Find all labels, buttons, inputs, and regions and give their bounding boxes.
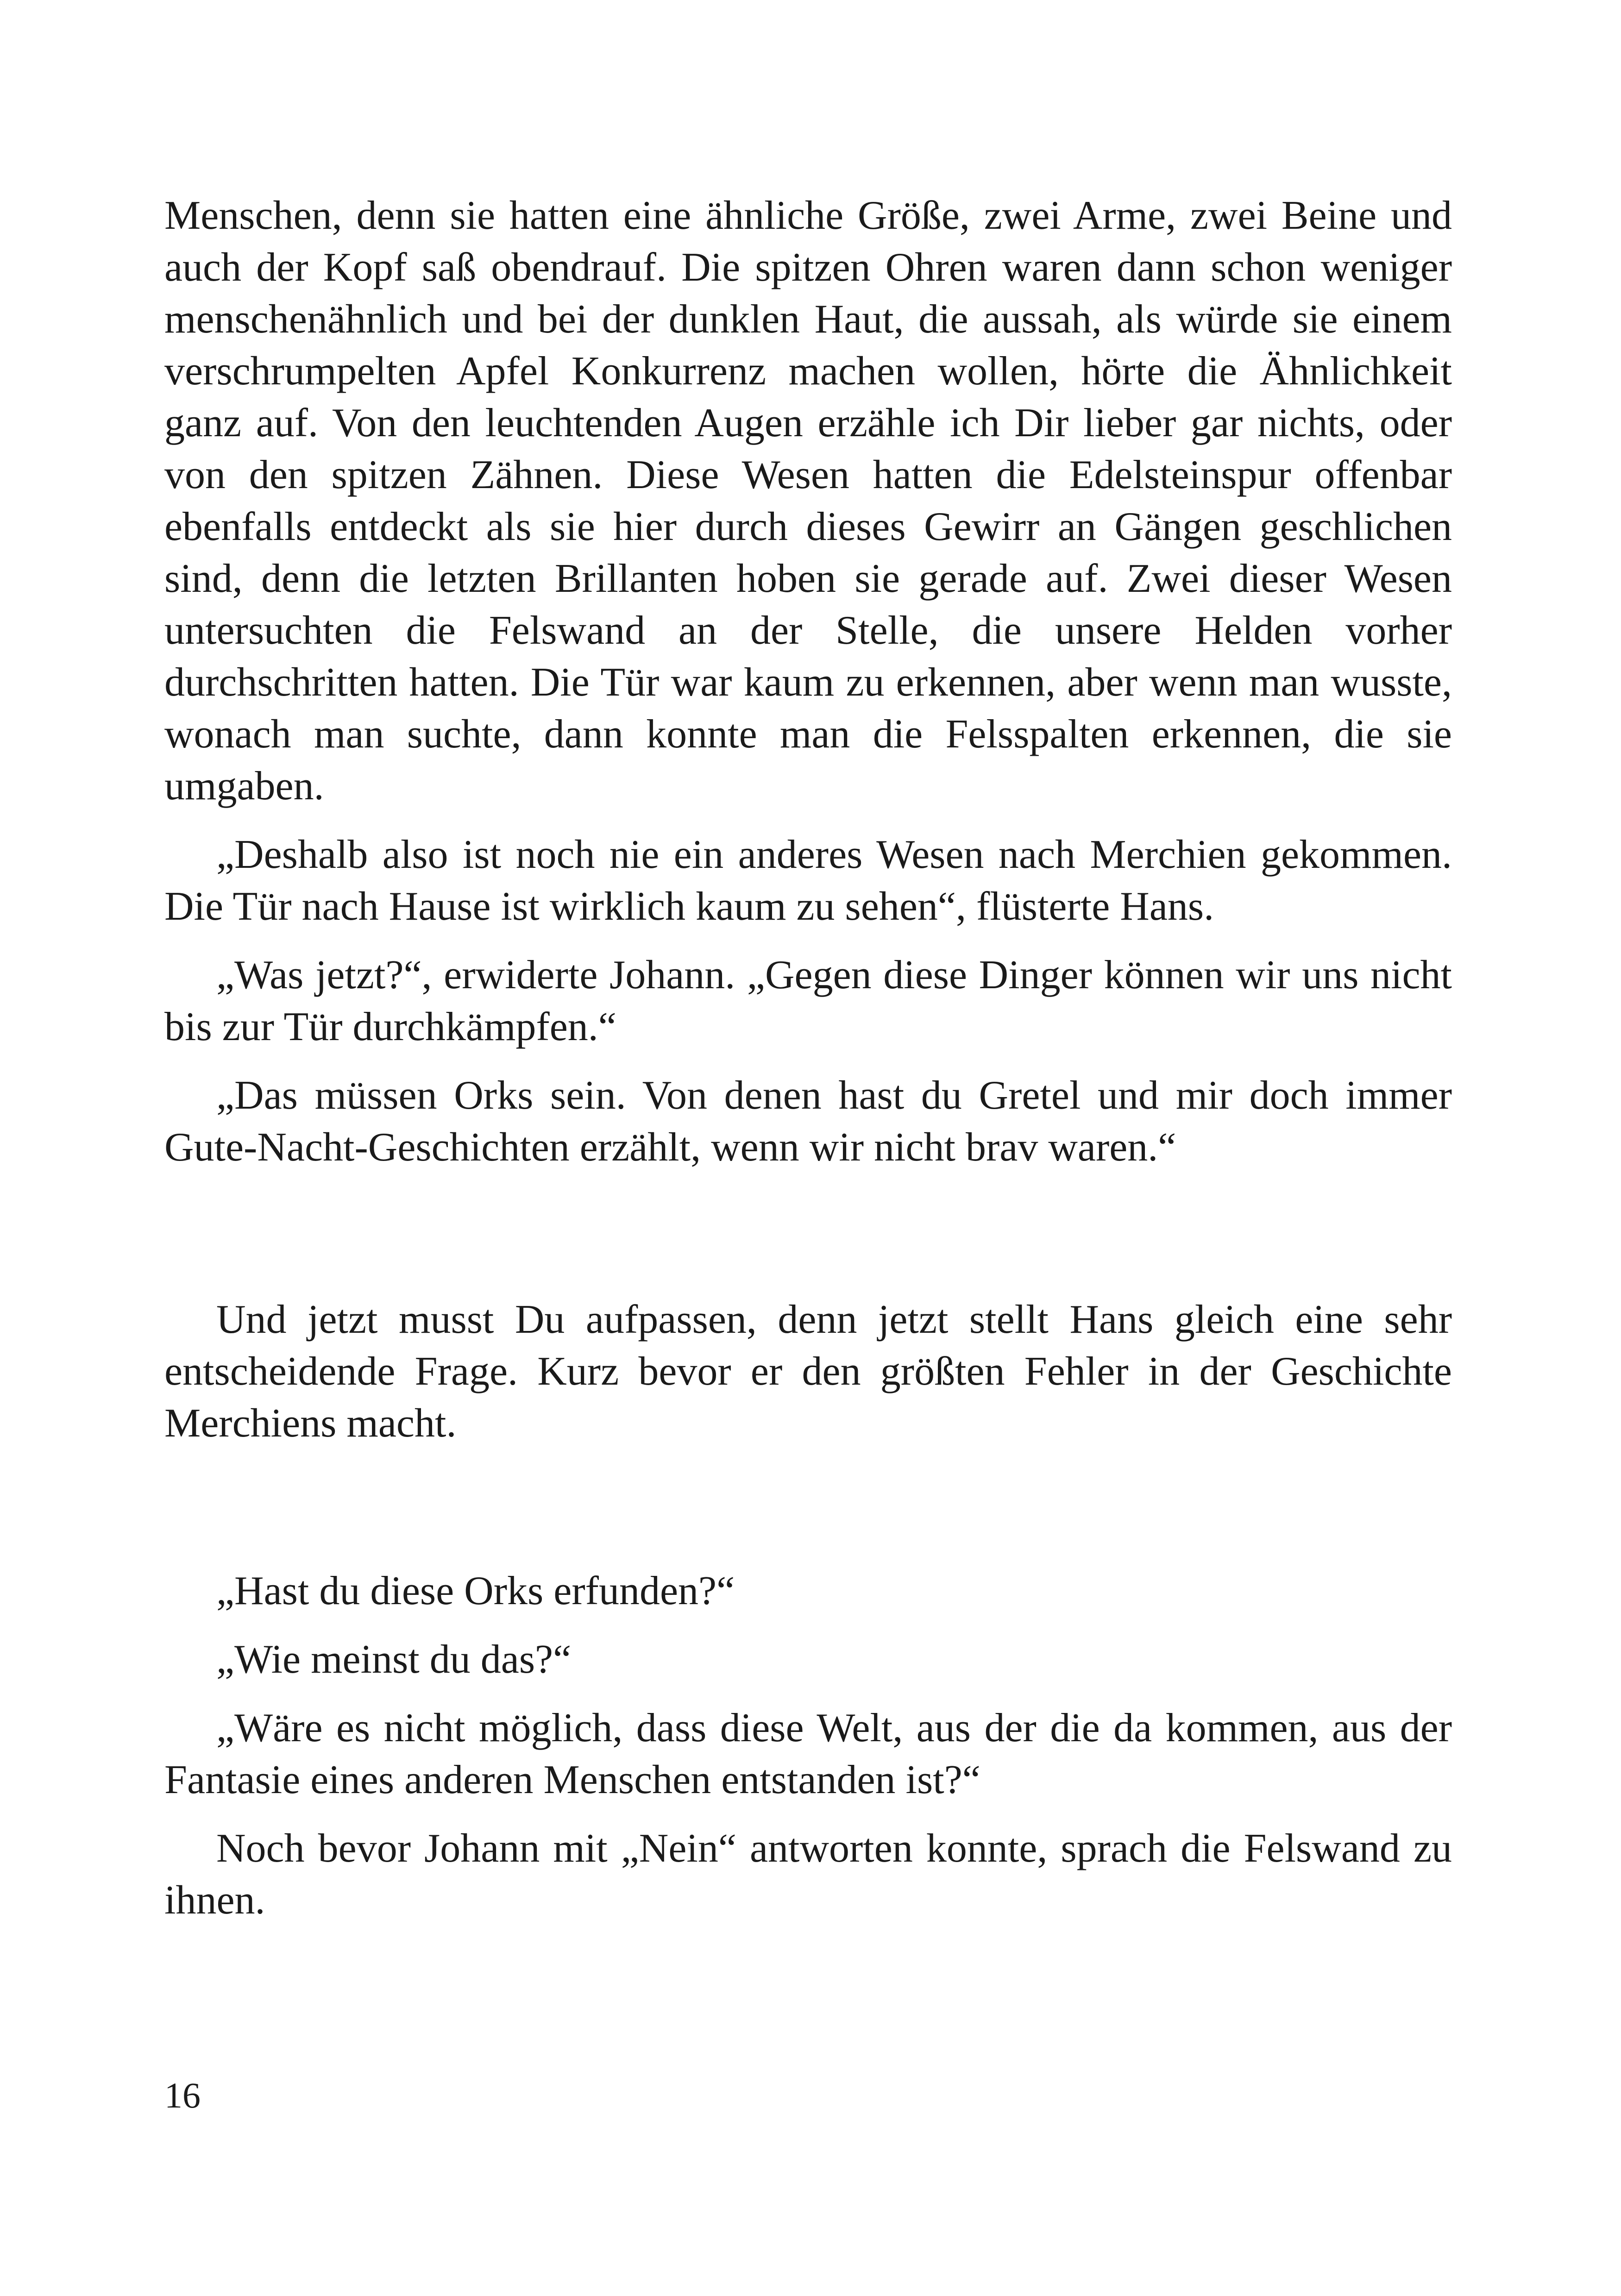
paragraph-1: Menschen, denn sie hatten eine ähnliche Größe, zwei Arme, zwei Beine und auch der Kopf saß obendrauf. Die spitzen Ohren waren dann schon weniger menschenähnlich und bei der dunklen Haut, die aussah, als würde sie einem verschrumpelten Apfel Konkurrenz machen wollen, hörte die Ähnlichkeit ganz auf. Von den leuchtenden Augen erzähle ich Dir lieber gar nichts, oder von den spitzen Zähnen. Diese Wesen hatten die Edelsteinspur offenbar ebenfalls entdeckt als sie hier durch dieses Gewirr an Gängen geschlichen sind, denn die letzten Brillanten hoben sie gerade auf. Zwei dieser Wesen untersuchten die Felswand an der Stelle, die unsere Helden vorher durchschritten hatten. Die Tür war kaum zu erkennen, aber wenn man wusste, wonach man suchte, dann konnte man die Felsspalten erkennen, die sie umgaben. xyxy=(164,193,1452,809)
paragraph-2: „Deshalb also ist noch nie ein anderes Wesen nach Merchien gekommen. Die Tür nach Hause ist wirklich kaum zu sehen“, flüsterte Hans. xyxy=(164,832,1452,929)
page-body xyxy=(164,190,1452,1926)
page-number: 16 xyxy=(164,2075,201,2115)
paragraph-4: „Das müssen Orks sein. Von denen hast du Gretel und mir doch immer Gute-Nacht-Geschichten erzählt, wenn wir nicht brav waren.“ xyxy=(164,1073,1452,1170)
paragraph-3: „Was jetzt?“, erwiderte Johann. „Gegen diese Dinger können wir uns nicht bis zur Tür durchkämpfen.“ xyxy=(164,953,1452,1049)
paragraph-5: Und jetzt musst Du aufpassen, denn jetzt stellt Hans gleich eine sehr entscheidende Frage. Kurz bevor er den größten Fehler in der Geschichte Merchiens macht. xyxy=(164,1297,1452,1446)
paragraph-7: „Wie meinst du das?“ xyxy=(216,1637,572,1682)
paragraph-8: „Wäre es nicht möglich, dass diese Welt, aus der die da kommen, aus der Fantasie eines anderen Menschen entstanden ist?“ xyxy=(164,1706,1452,1802)
paragraph-6: „Hast du diese Orks erfunden?“ xyxy=(216,1568,735,1613)
paragraph-9: Noch bevor Johann mit „Nein“ antworten konnte, sprach die Felswand zu ihnen. xyxy=(164,1826,1452,1923)
